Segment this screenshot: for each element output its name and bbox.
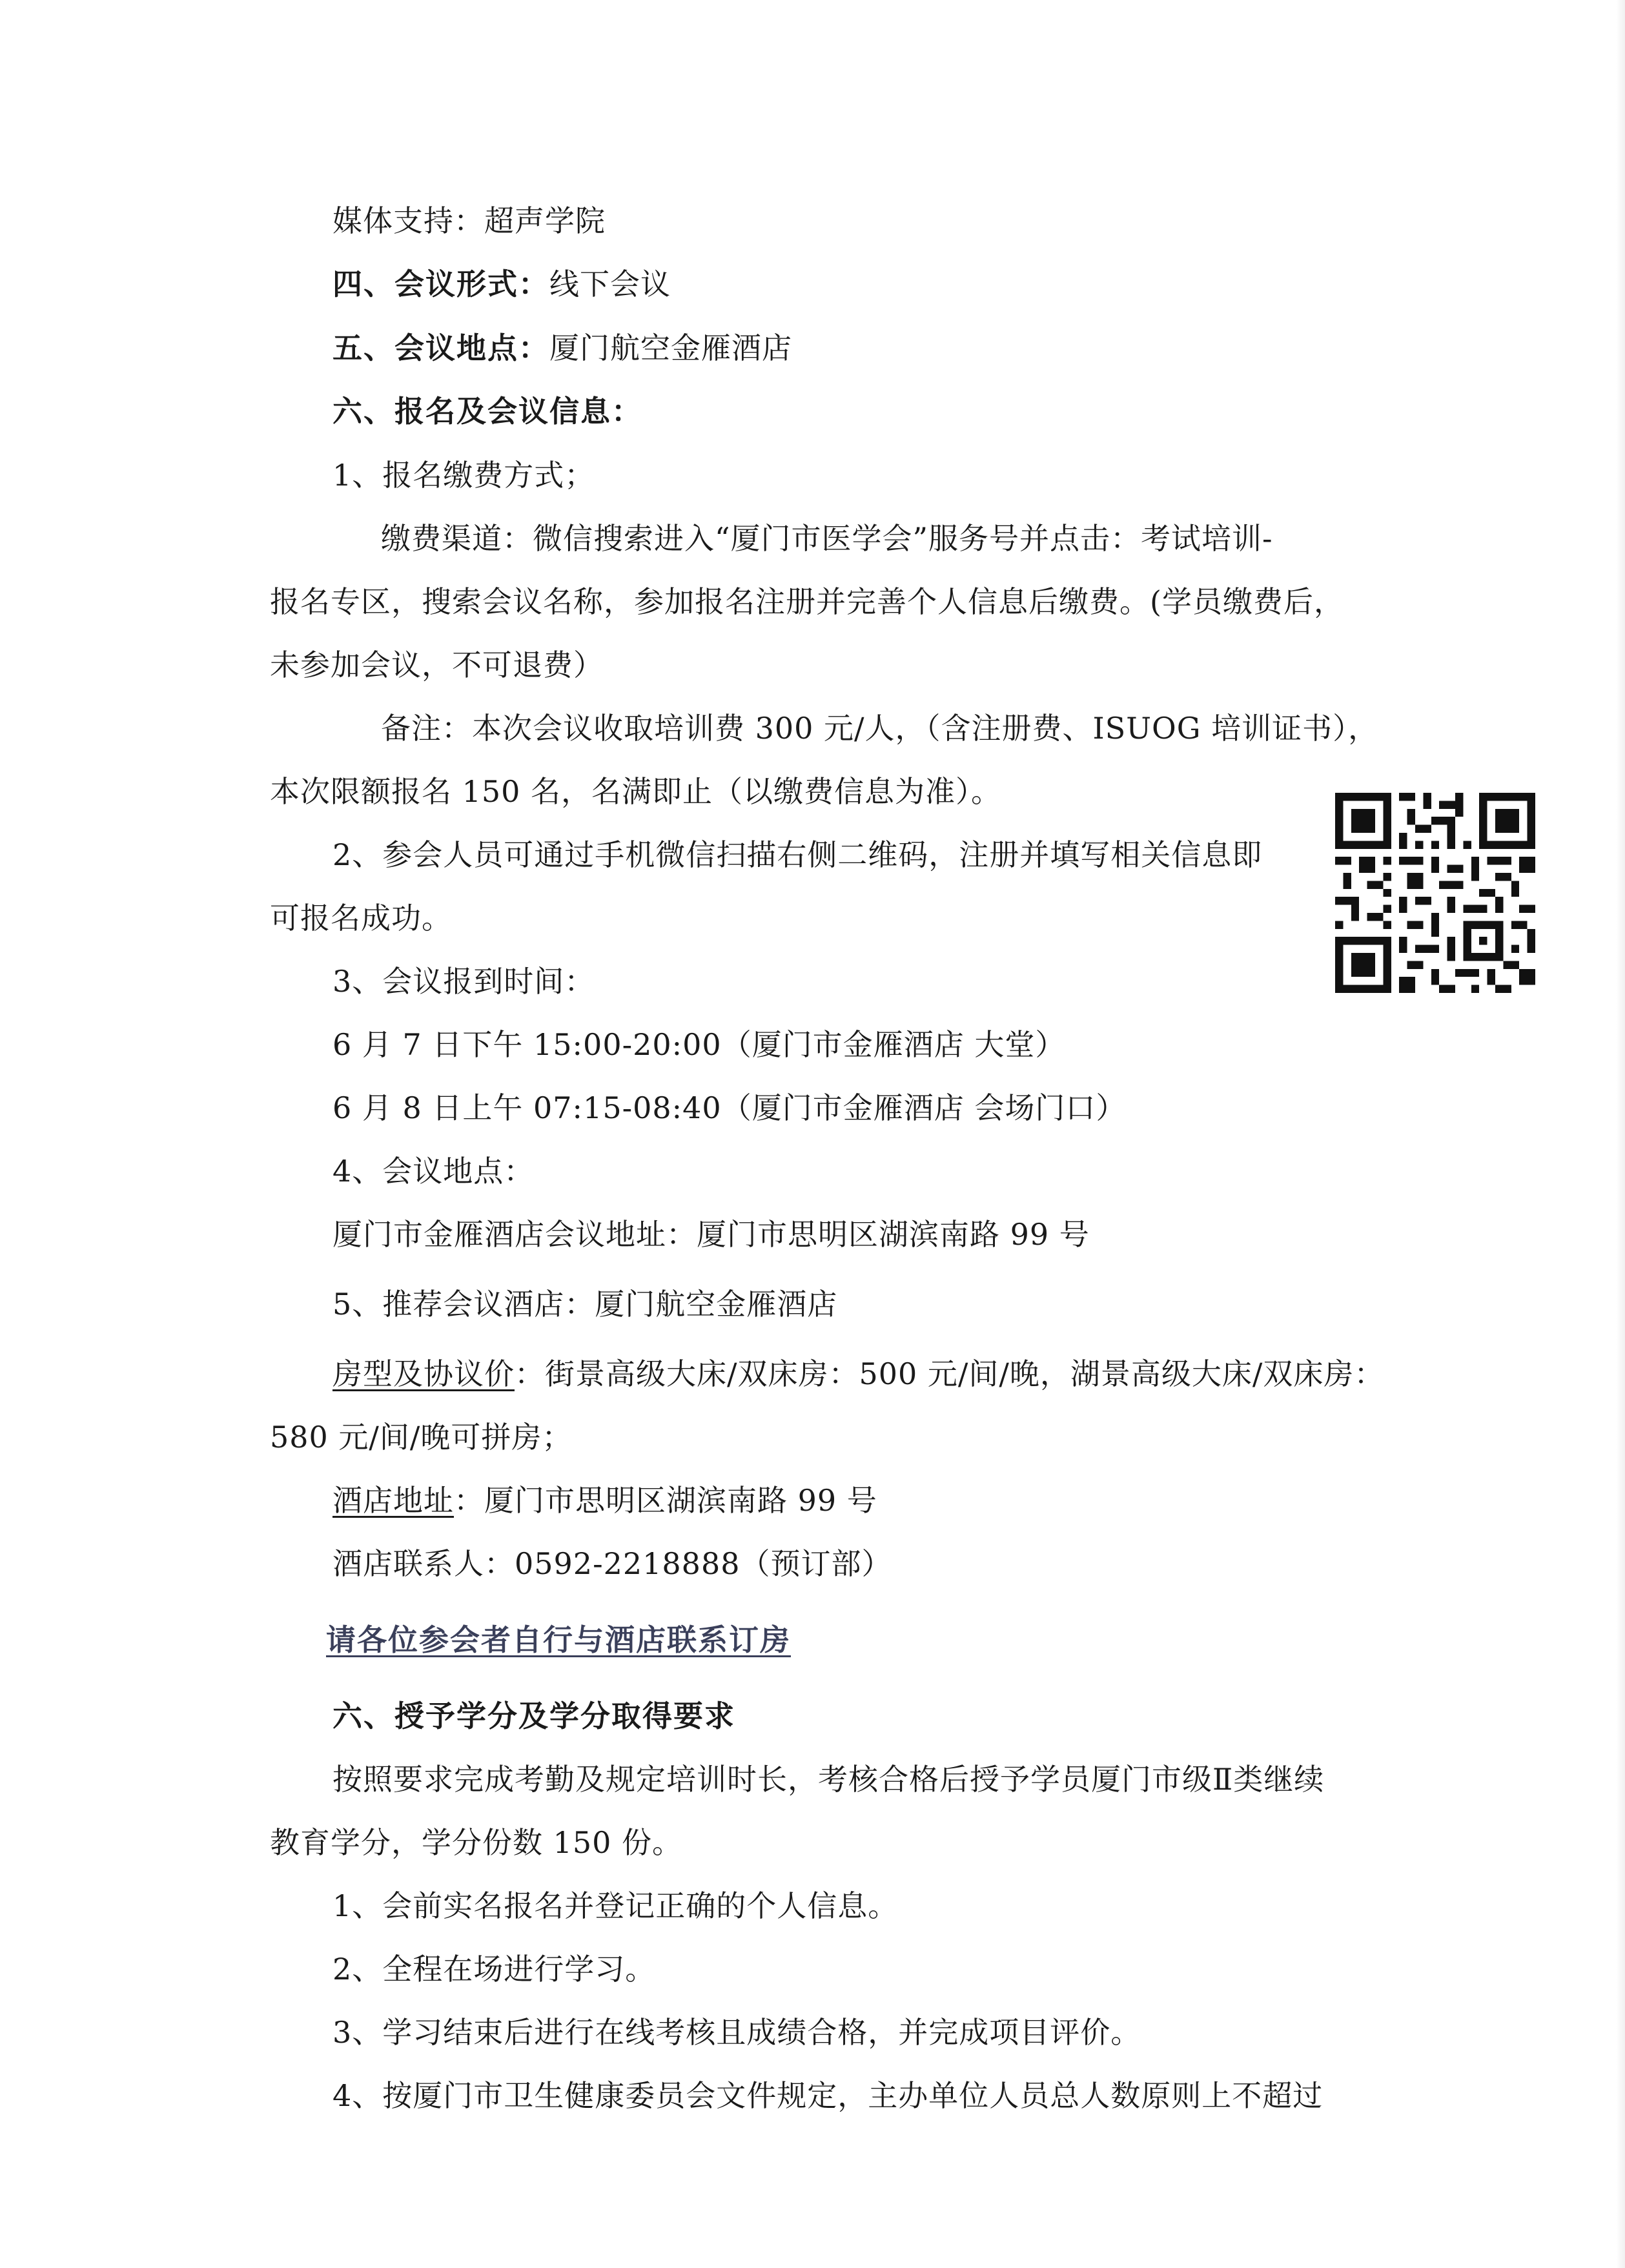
registration-heading: 六、报名及会议信息： bbox=[332, 394, 642, 429]
fee-note-line-1: 备注：本次会议收取培训费 300 元/人，（含注册费、ISUOG 培训证书）， bbox=[381, 711, 1379, 746]
meeting-format-value: 线下会议 bbox=[549, 267, 671, 301]
qr-code-icon bbox=[1335, 793, 1535, 993]
venue-address: 厦门市金雁酒店会议地址：厦门市思明区湖滨南路 99 号 bbox=[332, 1217, 1090, 1252]
scan-edge-shadow bbox=[1616, 0, 1625, 2268]
checkin-time-day2: 6 月 8 日上午 07:15-08:40（厦门市金雁酒店 会场门口） bbox=[332, 1090, 1127, 1125]
venue-heading: 4、会议地点： bbox=[332, 1154, 535, 1189]
hotel-address-label: 酒店地址 bbox=[332, 1483, 454, 1518]
hotel-address-line bbox=[332, 1481, 877, 1520]
payment-channel-line-1: 缴费渠道：微信搜索进入“厦门市医学会”服务号并点击：考试培训- bbox=[381, 521, 1273, 556]
room-rate-value: ：街景高级大床/双床房：500 元/间/晚，湖景高级大床/双床房： bbox=[515, 1356, 1385, 1391]
room-rate-line-1 bbox=[332, 1354, 1384, 1393]
booking-notice: 请各位参会者自行与酒店联系订房 bbox=[326, 1622, 791, 1657]
meeting-venue-value: 厦门航空金雁酒店 bbox=[549, 331, 792, 365]
requirement-2: 2、全程在场进行学习。 bbox=[332, 1952, 656, 1987]
credit-heading: 六、授予学分及学分取得要求 bbox=[332, 1699, 735, 1733]
requirement-1: 1、会前实名报名并登记正确的个人信息。 bbox=[332, 1888, 899, 1923]
payment-channel-line-2: 报名专区，搜索会议名称，参加报名注册并完善个人信息后缴费。(学员缴费后， bbox=[270, 584, 1344, 619]
hotel-contact: 酒店联系人：0592-2218888（预订部） bbox=[332, 1546, 892, 1581]
payment-method-heading: 1、报名缴费方式； bbox=[332, 458, 595, 493]
meeting-venue-line bbox=[332, 329, 792, 367]
qr-instruction-line-2: 可报名成功。 bbox=[270, 901, 452, 935]
credit-desc-line-1: 按照要求完成考勤及规定培训时长，考核合格后授予学员厦门市级Ⅱ类继续 bbox=[332, 1762, 1325, 1797]
payment-channel-line-3: 未参加会议，不可退费） bbox=[270, 648, 604, 682]
fee-note-line-2: 本次限额报名 150 名，名满即止（以缴费信息为准）。 bbox=[270, 774, 1002, 809]
meeting-format-line bbox=[332, 265, 671, 303]
requirement-3: 3、学习结束后进行在线考核且成绩合格，并完成项目评价。 bbox=[332, 2015, 1141, 2050]
checkin-time-day1: 6 月 7 日下午 15:00-20:00（厦门市金雁酒店 大堂） bbox=[332, 1027, 1066, 1062]
room-rate-label: 房型及协议价 bbox=[332, 1356, 515, 1391]
room-rate-line-2: 580 元/间/晚可拼房； bbox=[270, 1420, 573, 1455]
qr-instruction-line-1: 2、参会人员可通过手机微信扫描右侧二维码，注册并填写相关信息即 bbox=[332, 837, 1263, 872]
recommended-hotel: 5、推荐会议酒店：厦门航空金雁酒店 bbox=[332, 1287, 838, 1322]
meeting-format-heading: 四、会议形式： bbox=[332, 267, 549, 301]
media-support-line: 媒体支持：超声学院 bbox=[332, 203, 606, 238]
checkin-time-heading: 3、会议报到时间： bbox=[332, 964, 595, 999]
hotel-address-value: ：厦门市思明区湖滨南路 99 号 bbox=[454, 1483, 877, 1518]
requirement-4: 4、按厦门市卫生健康委员会文件规定，主办单位人员总人数原则上不超过 bbox=[332, 2078, 1324, 2113]
credit-desc-line-2: 教育学分，学分份数 150 份。 bbox=[270, 1825, 683, 1860]
meeting-venue-heading: 五、会议地点： bbox=[332, 331, 549, 365]
